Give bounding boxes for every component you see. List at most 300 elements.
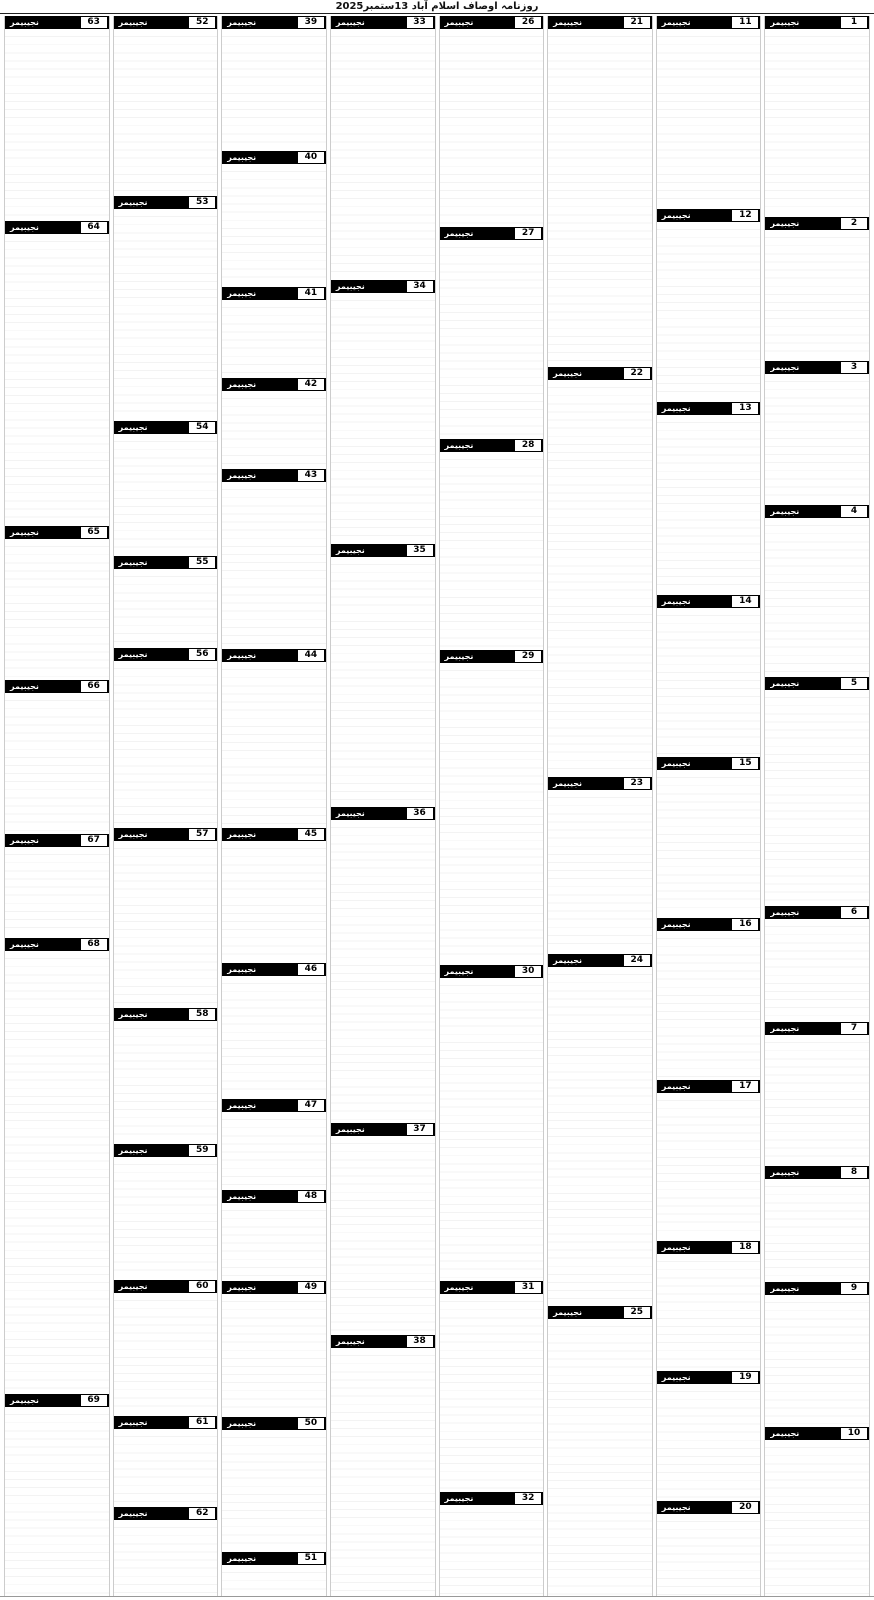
- header-bar: [260, 1553, 297, 1564]
- notice-body: [765, 1179, 869, 1279]
- masthead: [0, 0, 874, 14]
- notice-item: [440, 16, 544, 224]
- section-label: نجیبیمر: [770, 1024, 800, 1034]
- section-label: نجیبیمر: [444, 440, 474, 450]
- header-bar: [803, 17, 840, 28]
- notice-item: [657, 402, 761, 592]
- notice-body: [440, 29, 544, 224]
- notice-header: [657, 1371, 761, 1384]
- notice-number: 19: [732, 1372, 758, 1383]
- section-label: نجیبیمر: [227, 650, 257, 660]
- notice-body: [222, 662, 326, 825]
- notice-item: [657, 1371, 761, 1498]
- notice-number: 49: [298, 1282, 324, 1293]
- header-bar: [152, 1145, 189, 1156]
- notice-item: [548, 777, 652, 951]
- header-bar: [152, 1009, 189, 1020]
- page-footer: [0, 1596, 874, 1600]
- header-bar: [695, 17, 732, 28]
- section-label: نجیبیمر: [335, 1125, 365, 1135]
- notice-item: [114, 1008, 218, 1141]
- notice-item: [5, 526, 109, 677]
- column: [330, 16, 436, 1596]
- notice-header: [331, 16, 435, 29]
- notice-body: [222, 391, 326, 466]
- section-label: نجیبیمر: [770, 18, 800, 27]
- notice-number: 14: [732, 596, 758, 607]
- header-bar: [695, 919, 732, 930]
- notice-number: 12: [732, 210, 758, 221]
- notice-number: 28: [515, 440, 541, 451]
- notice-header: [548, 16, 652, 29]
- notice-number: 7: [841, 1023, 867, 1034]
- header-bar: [803, 678, 840, 689]
- notice-number: 5: [841, 678, 867, 689]
- notice-item: [657, 16, 761, 206]
- section-label: نجیبیمر: [10, 836, 39, 846]
- header-bar: [477, 228, 514, 239]
- header-bar: [803, 362, 840, 373]
- notice-item: [5, 834, 109, 935]
- notice-body: [222, 841, 326, 960]
- column: [4, 16, 110, 1596]
- notice-body: [765, 919, 869, 1019]
- section-label: نجیبیمر: [444, 18, 474, 27]
- notice-number: 11: [732, 17, 758, 28]
- notice-body: [548, 29, 652, 364]
- notice-item: [114, 1144, 218, 1277]
- section-label: نجیبیمر: [444, 1493, 474, 1503]
- section-label: نجیبیمر: [335, 1337, 365, 1347]
- header-bar: [369, 17, 406, 28]
- notice-header: [222, 378, 326, 391]
- notice-number: 23: [624, 778, 650, 789]
- header-bar: [43, 17, 80, 28]
- notice-body: [331, 1348, 435, 1596]
- notice-item: [114, 196, 218, 417]
- notice-number: 41: [298, 288, 324, 299]
- notice-body: [222, 1203, 326, 1278]
- masthead-title: روزنامہ اوصاف اسلام آباد: [411, 1, 539, 12]
- notice-body: [222, 1565, 326, 1596]
- notice-body: [222, 300, 326, 375]
- notice-number: 56: [189, 649, 215, 660]
- notice-number: 60: [189, 1281, 215, 1292]
- notice-body: [114, 1293, 218, 1413]
- notice-item: [765, 1022, 869, 1163]
- section-label: نجیبیمر: [661, 211, 691, 221]
- notice-item: [114, 1280, 218, 1413]
- section-label: نجیبیمر: [118, 1417, 148, 1427]
- section-label: نجیبیمر: [770, 1428, 800, 1438]
- notice-header: [765, 505, 869, 518]
- notice-header: [548, 954, 652, 967]
- notice-number: 43: [298, 470, 324, 481]
- notice-header: [765, 1427, 869, 1440]
- notice-header: [222, 1417, 326, 1430]
- notice-body: [765, 374, 869, 502]
- notice-body: [114, 434, 218, 554]
- notice-body: [440, 1294, 544, 1489]
- notice-number: 69: [81, 1395, 107, 1406]
- notice-item: [440, 650, 544, 962]
- header-bar: [260, 1418, 297, 1429]
- notice-body: [331, 557, 435, 805]
- notice-number: 68: [81, 939, 107, 950]
- header-bar: [260, 650, 297, 661]
- notice-number: 21: [624, 17, 650, 28]
- header-bar: [803, 1167, 840, 1178]
- section-label: نجیبیمر: [118, 18, 148, 27]
- notice-header: [331, 807, 435, 820]
- column: [656, 16, 762, 1596]
- section-label: نجیبیمر: [10, 527, 39, 537]
- section-label: نجیبیمر: [553, 956, 583, 966]
- notice-header: [222, 828, 326, 841]
- section-label: نجیبیمر: [335, 18, 365, 27]
- notice-header: [114, 648, 218, 661]
- notice-header: [114, 1507, 218, 1520]
- notice-item: [331, 807, 435, 1120]
- notice-body: [765, 690, 869, 903]
- notice-item: [114, 556, 218, 645]
- notice-header: [5, 680, 109, 693]
- header-bar: [369, 281, 406, 292]
- notice-body: [765, 230, 869, 358]
- header-bar: [369, 1124, 406, 1135]
- notice-body: [222, 164, 326, 283]
- notice-item: [222, 16, 326, 148]
- section-label: نجیبیمر: [118, 830, 148, 840]
- notice-item: [114, 1507, 218, 1596]
- header-bar: [695, 596, 732, 607]
- header-bar: [695, 1502, 732, 1513]
- column: [439, 16, 545, 1596]
- notice-body: [114, 1429, 218, 1505]
- notice-item: [5, 1394, 109, 1596]
- notice-header: [440, 1492, 544, 1505]
- section-label: نجیبیمر: [770, 908, 800, 918]
- header-bar: [260, 288, 297, 299]
- header-bar: [586, 955, 623, 966]
- section-label: نجیبیمر: [335, 809, 365, 819]
- header-bar: [43, 939, 80, 950]
- notice-item: [657, 1080, 761, 1238]
- masthead-date: 13ستمبر2025: [335, 1, 409, 12]
- notice-number: 44: [298, 650, 324, 661]
- notice-number: 61: [189, 1417, 215, 1428]
- section-label: نجیبیمر: [444, 967, 474, 977]
- notice-header: [222, 16, 326, 29]
- notice-item: [5, 16, 109, 218]
- section-label: نجیبیمر: [770, 362, 800, 372]
- notice-header: [657, 595, 761, 608]
- notice-item: [657, 1241, 761, 1368]
- notice-number: 52: [189, 17, 215, 28]
- notice-number: 39: [298, 17, 324, 28]
- notice-header: [440, 965, 544, 978]
- notice-item: [657, 757, 761, 915]
- notice-header: [765, 361, 869, 374]
- notice-body: [765, 1035, 869, 1163]
- notice-header: [222, 963, 326, 976]
- notice-item: [222, 469, 326, 645]
- notice-item: [331, 1335, 435, 1596]
- header-bar: [152, 1417, 189, 1428]
- notice-item: [222, 287, 326, 375]
- notice-body: [657, 770, 761, 915]
- notice-header: [331, 280, 435, 293]
- header-bar: [260, 152, 297, 163]
- section-label: نجیبیمر: [661, 1081, 691, 1091]
- notice-item: [222, 1417, 326, 1549]
- notice-body: [440, 978, 544, 1277]
- column: [221, 16, 327, 1596]
- notice-item: [765, 505, 869, 674]
- notice-number: 54: [189, 422, 215, 433]
- notice-header: [222, 151, 326, 164]
- notice-number: 62: [189, 1508, 215, 1519]
- section-label: نجیبیمر: [661, 1243, 691, 1253]
- notice-body: [440, 452, 544, 647]
- notice-body: [114, 1021, 218, 1141]
- header-bar: [695, 1372, 732, 1383]
- notice-number: 51: [298, 1553, 324, 1564]
- notice-header: [657, 1241, 761, 1254]
- header-bar: [260, 470, 297, 481]
- header-bar: [369, 808, 406, 819]
- section-label: نجیبیمر: [770, 679, 800, 689]
- notice-body: [5, 1407, 109, 1596]
- notice-body: [5, 693, 109, 831]
- notice-header: [114, 556, 218, 569]
- notice-body: [765, 29, 869, 214]
- notice-number: 27: [515, 228, 541, 239]
- notice-number: 18: [732, 1242, 758, 1253]
- notice-header: [657, 209, 761, 222]
- notice-number: 50: [298, 1418, 324, 1429]
- section-label: نجیبیمر: [661, 404, 691, 414]
- notice-item: [222, 151, 326, 283]
- notice-number: 64: [81, 222, 107, 233]
- notice-item: [222, 1552, 326, 1596]
- header-bar: [43, 681, 80, 692]
- header-bar: [152, 197, 189, 208]
- notice-body: [548, 790, 652, 951]
- notice-item: [5, 680, 109, 831]
- section-label: نجیبیمر: [227, 288, 257, 298]
- notice-header: [5, 221, 109, 234]
- notice-header: [657, 402, 761, 415]
- notice-body: [440, 1505, 544, 1596]
- header-bar: [260, 1100, 297, 1111]
- header-bar: [803, 506, 840, 517]
- notice-body: [331, 29, 435, 277]
- section-label: نجیبیمر: [444, 1282, 474, 1292]
- notice-body: [114, 1157, 218, 1277]
- notice-item: [440, 965, 544, 1277]
- notice-item: [5, 938, 109, 1391]
- section-label: نجیبیمر: [335, 281, 365, 291]
- notice-header: [765, 906, 869, 919]
- section-label: نجیبیمر: [770, 1284, 800, 1294]
- notice-body: [765, 1295, 869, 1423]
- section-label: نجیبیمر: [227, 1100, 257, 1110]
- notice-item: [222, 828, 326, 960]
- notice-item: [765, 1427, 869, 1596]
- notice-header: [222, 1099, 326, 1112]
- section-label: نجیبیمر: [553, 1307, 583, 1317]
- notice-item: [765, 906, 869, 1019]
- notice-body: [114, 841, 218, 1005]
- notice-header: [765, 16, 869, 29]
- notice-header: [765, 677, 869, 690]
- notice-number: 8: [841, 1167, 867, 1178]
- notice-number: 3: [841, 362, 867, 373]
- header-bar: [152, 829, 189, 840]
- notice-item: [440, 227, 544, 435]
- notice-body: [5, 539, 109, 677]
- section-label: نجیبیمر: [661, 920, 691, 930]
- notice-header: [331, 544, 435, 557]
- section-label: نجیبیمر: [227, 965, 257, 975]
- notice-body: [657, 1514, 761, 1596]
- section-label: نجیبیمر: [10, 682, 39, 692]
- notice-number: 10: [841, 1428, 867, 1439]
- section-label: نجیبیمر: [118, 1010, 148, 1020]
- notice-body: [5, 234, 109, 523]
- notice-number: 24: [624, 955, 650, 966]
- section-label: نجیبیمر: [770, 507, 800, 517]
- section-label: نجیبیمر: [553, 778, 583, 788]
- notice-number: 47: [298, 1100, 324, 1111]
- section-label: نجیبیمر: [10, 18, 39, 27]
- header-bar: [43, 835, 80, 846]
- notice-body: [114, 1520, 218, 1596]
- notice-number: 2: [841, 218, 867, 229]
- notice-number: 38: [407, 1336, 433, 1347]
- section-label: نجیبیمر: [661, 1502, 691, 1512]
- notice-header: [5, 834, 109, 847]
- notice-header: [657, 1080, 761, 1093]
- notice-number: 48: [298, 1191, 324, 1202]
- notice-body: [222, 1112, 326, 1187]
- notice-number: 26: [515, 17, 541, 28]
- header-bar: [43, 222, 80, 233]
- notice-body: [657, 415, 761, 592]
- header-bar: [586, 368, 623, 379]
- notice-header: [222, 469, 326, 482]
- notice-number: 55: [189, 557, 215, 568]
- notice-header: [657, 1501, 761, 1514]
- header-bar: [586, 778, 623, 789]
- header-bar: [369, 1336, 406, 1347]
- notice-number: 22: [624, 368, 650, 379]
- notice-body: [440, 663, 544, 962]
- notice-header: [114, 1008, 218, 1021]
- notice-body: [657, 222, 761, 399]
- section-label: نجیبیمر: [227, 830, 257, 840]
- notice-number: 46: [298, 964, 324, 975]
- section-label: نجیبیمر: [770, 218, 800, 228]
- section-label: نجیبیمر: [227, 1283, 257, 1293]
- section-label: نجیبیمر: [227, 153, 257, 163]
- notice-item: [765, 217, 869, 358]
- section-label: نجیبیمر: [227, 471, 257, 481]
- header-bar: [260, 1282, 297, 1293]
- header-bar: [803, 907, 840, 918]
- notice-header: [765, 1022, 869, 1035]
- notice-body: [331, 1136, 435, 1332]
- notice-body: [114, 569, 218, 645]
- notice-header: [765, 217, 869, 230]
- section-label: نجیبیمر: [10, 222, 39, 232]
- notice-header: [222, 1190, 326, 1203]
- notice-header: [765, 1166, 869, 1179]
- section-label: نجیبیمر: [118, 198, 148, 208]
- header-bar: [477, 17, 514, 28]
- notice-header: [440, 227, 544, 240]
- header-bar: [152, 1281, 189, 1292]
- section-label: نجیبیمر: [770, 1168, 800, 1178]
- notice-body: [440, 240, 544, 435]
- header-bar: [586, 17, 623, 28]
- section-label: نجیبیمر: [118, 1282, 148, 1291]
- notice-number: 58: [189, 1009, 215, 1020]
- notice-number: 37: [407, 1124, 433, 1135]
- notice-body: [222, 1430, 326, 1549]
- notice-item: [765, 16, 869, 214]
- notice-number: 67: [81, 835, 107, 846]
- notice-number: 30: [515, 966, 541, 977]
- notice-body: [331, 293, 435, 541]
- section-label: نجیبیمر: [227, 1553, 257, 1563]
- section-label: نجیبیمر: [118, 558, 148, 568]
- header-bar: [43, 1395, 80, 1406]
- notice-number: 53: [189, 197, 215, 208]
- notice-item: [548, 367, 652, 774]
- notice-header: [222, 1281, 326, 1294]
- notice-item: [548, 1306, 652, 1596]
- notice-header: [114, 196, 218, 209]
- section-label: نجیبیمر: [335, 545, 365, 555]
- notice-body: [222, 976, 326, 1095]
- notice-item: [331, 544, 435, 805]
- notice-body: [222, 1294, 326, 1413]
- notice-item: [331, 280, 435, 541]
- header-bar: [152, 557, 189, 568]
- notice-body: [548, 1319, 652, 1596]
- notice-number: 35: [407, 545, 433, 556]
- notice-header: [440, 1281, 544, 1294]
- notice-header: [114, 828, 218, 841]
- notice-item: [765, 361, 869, 502]
- notice-body: [331, 820, 435, 1120]
- notice-item: [765, 677, 869, 903]
- notice-header: [548, 1306, 652, 1319]
- notice-body: [765, 518, 869, 674]
- notice-item: [222, 1190, 326, 1278]
- column: [113, 16, 219, 1596]
- notice-item: [657, 595, 761, 753]
- notice-header: [114, 16, 218, 29]
- notice-header: [5, 526, 109, 539]
- notice-number: 1: [841, 17, 867, 28]
- header-bar: [152, 17, 189, 28]
- section-label: نجیبیمر: [227, 1191, 257, 1201]
- notice-header: [440, 16, 544, 29]
- notice-header: [222, 287, 326, 300]
